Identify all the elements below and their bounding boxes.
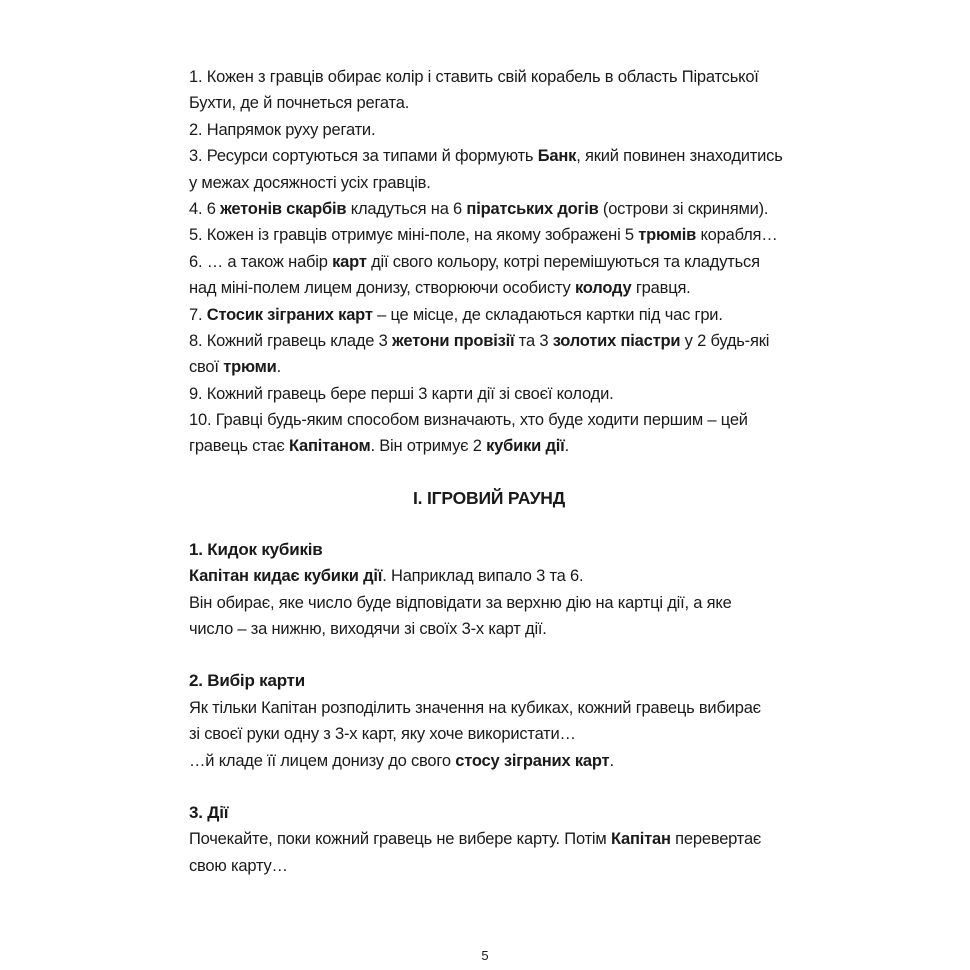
text-run: Почекайте, поки кожний гравець не вибере карту. Потім (189, 830, 611, 849)
text-run: 2. Напрямок руху регати. (189, 120, 376, 139)
text-run: над міні-полем лицем донизу, створюючи особисту (189, 279, 575, 298)
text-run: Бухти, де й почнеться регата. (189, 94, 410, 113)
text-run: Він обирає, яке число буде відповідати за верхню дію на картці дії, а яке (189, 593, 732, 612)
text-run: дії свого кольору, котрі перемішуються та кладуться (366, 252, 760, 271)
setup-step-line (189, 170, 789, 196)
round-subsections (189, 537, 789, 879)
text-run: 1. Кожен з гравців обирає колір і ставить свій корабель в область Піратської (189, 68, 759, 86)
text-run: . Він отримує 2 (370, 437, 487, 456)
text-run: перевертає (670, 830, 762, 849)
text-run: гравця. (631, 279, 691, 298)
page-number: 5 (481, 948, 489, 963)
text-run: – це місце, де складаються картки під час гри. (372, 305, 723, 324)
subsection-line (189, 563, 789, 589)
setup-step-line (189, 275, 789, 301)
text-run: . (564, 437, 569, 456)
subsection-line (189, 616, 789, 642)
bold-term: золотих піастри (552, 331, 681, 350)
setup-step-line (189, 196, 789, 222)
text-run: Як тільки Капітан розподілить значення на кубиках, кожний гравець вибирає (189, 698, 761, 717)
bold-term: Капітаном (288, 437, 371, 456)
subsection-line (189, 695, 789, 721)
setup-step-line (189, 90, 789, 116)
bold-term: кубики дії (486, 437, 565, 456)
text-run: …й кладе її лицем донизу до свого (189, 751, 456, 770)
bold-term: стосу зіграних карт (455, 751, 610, 770)
text-run: свою карту… (189, 856, 288, 875)
subsection-line (189, 748, 789, 774)
subsection-line (189, 826, 789, 852)
subsection-line (189, 721, 789, 747)
text-run: у межах досяжності усіх гравців. (189, 173, 431, 192)
text-run: кладуться на 6 (346, 199, 467, 218)
text-run: 6. … а також набір (189, 252, 333, 271)
text-run: 8. Кожний гравець кладе 3 (189, 331, 393, 350)
bold-term: Банк (537, 147, 577, 166)
bold-term: трюми (223, 358, 277, 377)
subsection-title: 3. Дії (189, 802, 229, 822)
subsection-line (189, 590, 789, 616)
setup-steps-list (189, 64, 789, 460)
bold-term: Капітан кидає кубики дії (189, 567, 383, 586)
text-run: . Наприклад випало 3 та 6. (382, 567, 584, 586)
section-title: I. ІГРОВИЙ РАУНД (413, 487, 565, 508)
setup-step-line (189, 328, 789, 354)
setup-step-line (189, 64, 789, 90)
setup-step-line (189, 249, 789, 275)
subsection-title: 2. Вибір карти (189, 671, 306, 691)
subsection-line (189, 853, 789, 879)
text-run: 4. 6 (189, 199, 221, 218)
text-run: . (609, 751, 614, 770)
setup-step-line (189, 302, 789, 328)
text-run: 5. Кожен із гравців отримує міні-поле, на якому зображені 5 (189, 226, 639, 245)
bold-term: жетонів скарбів (220, 199, 347, 218)
text-run: 7. (189, 305, 207, 324)
text-run: та 3 (514, 331, 553, 350)
text-run: , який повинен знаходитись (576, 147, 783, 166)
bold-term: карт (332, 252, 367, 271)
bold-term: Стосик зіграних карт (206, 305, 373, 324)
spacer (189, 642, 789, 668)
text-run: свої (189, 358, 224, 377)
bold-term: колоду (574, 279, 632, 298)
text-run: зі своєї руки одну з 3-х карт, яку хоче використати… (189, 725, 576, 744)
spacer (189, 774, 789, 800)
text-run: 10. Гравці будь-яким способом визначають, хто буде ходити першим – цей (189, 411, 748, 430)
bold-term: піратських догів (466, 199, 599, 218)
page-content (189, 64, 789, 879)
bold-term: трюмів (638, 226, 697, 245)
setup-step-line (189, 222, 789, 248)
setup-step-line (189, 143, 789, 169)
setup-step-line (189, 407, 789, 433)
text-run: у 2 будь-які (680, 331, 770, 350)
setup-step-line (189, 433, 789, 459)
text-run: число – за нижню, виходячи зі своїх 3-х карт дії. (189, 620, 547, 639)
setup-step-line (189, 381, 789, 407)
setup-step-line (189, 117, 789, 143)
text-run: гравець стає (189, 437, 289, 456)
text-run: 3. Ресурси сортуються за типами й формують (189, 147, 538, 166)
bold-term: жетони провізії (392, 331, 515, 350)
bold-term: Капітан (610, 830, 671, 849)
text-run: 9. Кожний гравець бере перші 3 карти дії зі своєї колоди. (189, 384, 614, 403)
text-run: . (276, 358, 281, 377)
setup-step-line (189, 354, 789, 380)
text-run: корабля… (696, 226, 778, 245)
subsection-title: 1. Кидок кубиків (189, 539, 323, 559)
text-run: (острови зі скринями). (598, 199, 769, 218)
